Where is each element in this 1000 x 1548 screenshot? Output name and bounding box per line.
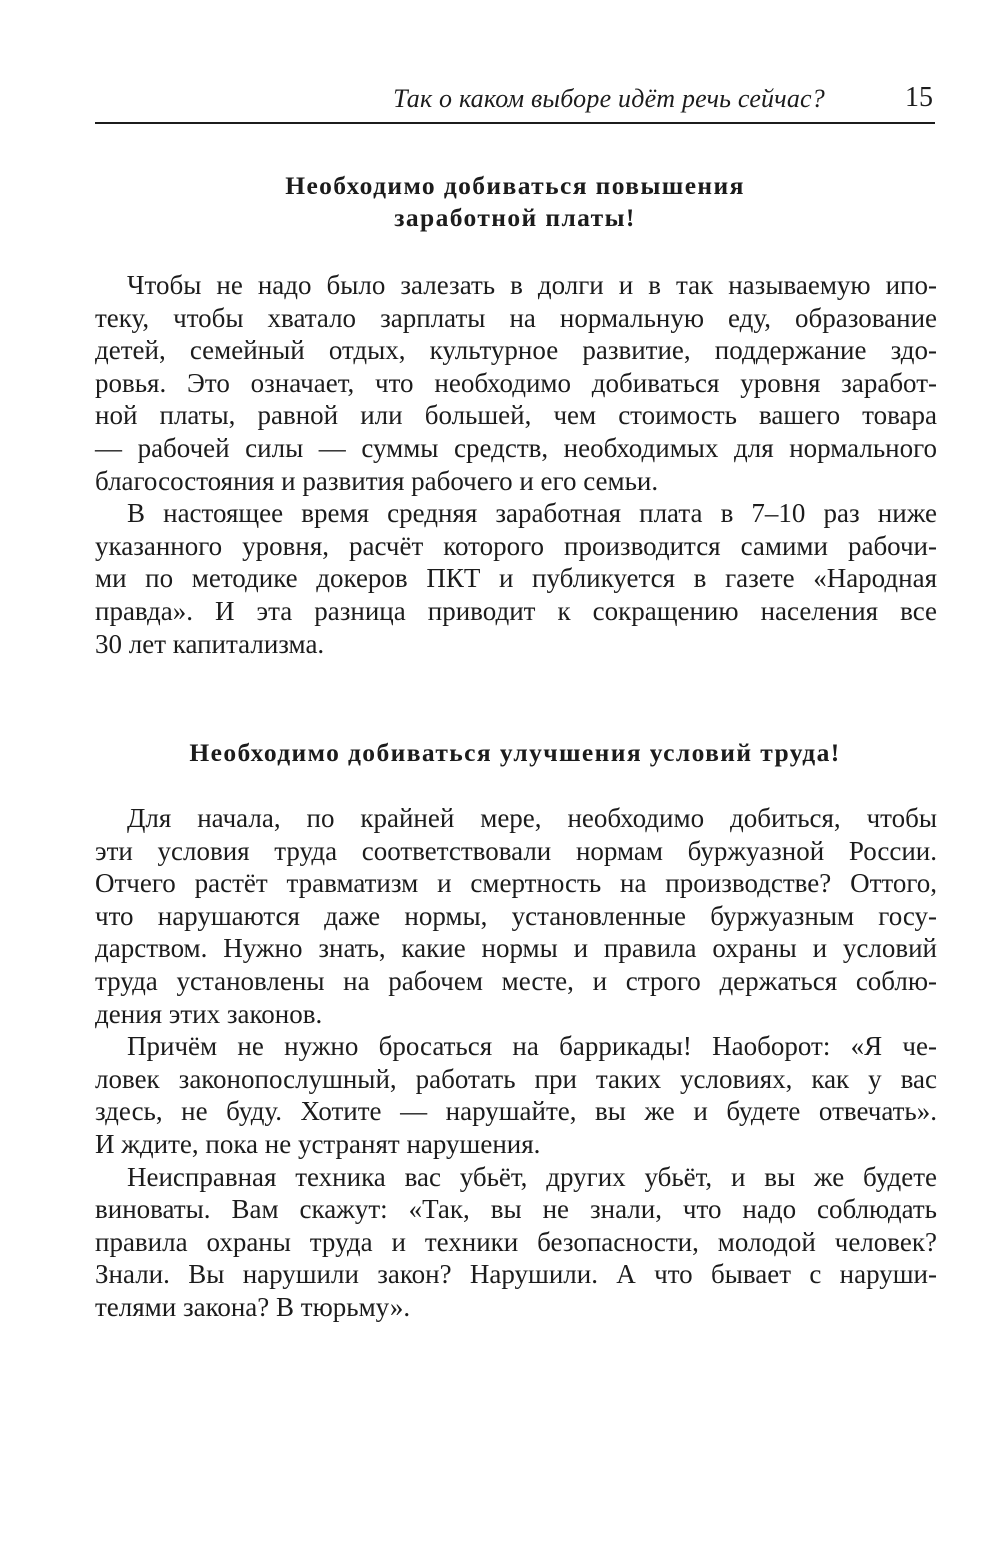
text-line: благосостояния и развития рабочего и его семьи. bbox=[95, 465, 659, 496]
text-line: Для начала, по крайней мере, необходимо добиться, чтобы bbox=[127, 803, 937, 833]
text-line: И ждите, пока не устранят нарушения. bbox=[95, 1128, 541, 1159]
text-line: труда установлены на рабочем месте, и строго держаться соблю- bbox=[95, 965, 937, 996]
section-body-conditions bbox=[95, 802, 937, 1324]
text-line: правила охраны труда и техники безопасности, молодой человек? bbox=[95, 1226, 937, 1257]
section-heading-wages bbox=[95, 170, 935, 234]
text-line: Причём не нужно бросаться на баррикады! Наоборот: «Я че- bbox=[127, 1031, 937, 1062]
text-line: указанного уровня, расчёт которого производится самими рабочи- bbox=[95, 530, 937, 561]
text-line: ровья. Это означает, что необходимо добиваться уровня заработ- bbox=[95, 367, 937, 398]
text-line: виноваты. Вам скажут: «Так, вы не знали, что надо соблюдать bbox=[95, 1194, 937, 1225]
text-line: Неисправная техника вас убьёт, других убьёт, и вы же будете bbox=[127, 1161, 937, 1192]
text-line: здесь, не буду. Хотите — нарушайте, вы же и будете отвечать». bbox=[95, 1096, 937, 1127]
text-line: 30 лет капитализма. bbox=[95, 628, 325, 659]
paragraph bbox=[95, 802, 937, 1030]
text-line: В настоящее время средняя заработная плата в 7–10 раз ниже bbox=[127, 498, 937, 529]
text-line: теку, чтобы хватало зарплаты на нормальную еду, образование bbox=[95, 302, 937, 333]
text-line: правда». И эта разница приводит к сокращению населения все bbox=[95, 595, 937, 626]
running-title: Так о каком выборе идёт речь сейчас? bbox=[393, 84, 825, 113]
text-line: ной платы, равной или большей, чем стоимость вашего товара bbox=[95, 400, 937, 431]
text-line: Чтобы не надо было залезать в долги и в так называемую ипо- bbox=[127, 270, 937, 300]
text-line: детей, семейный отдых, культурное развитие, поддержание здо- bbox=[95, 335, 937, 366]
paragraph bbox=[95, 1161, 937, 1324]
text-line: эти условия труда соответствовали нормам буржуазной России. bbox=[95, 835, 937, 866]
text-line: ловек законопослушный, работать при таких условиях, как у вас bbox=[95, 1063, 937, 1094]
paragraph bbox=[95, 1030, 937, 1160]
paragraph bbox=[95, 269, 937, 497]
section-heading-line: Необходимо добиваться улучшения условий труда! bbox=[189, 738, 841, 767]
text-line: Отчего растёт травматизм и смертность на производстве? Оттого, bbox=[95, 868, 937, 899]
text-line: Знали. Вы нарушили закон? Нарушили. А что бывает с наруши- bbox=[95, 1259, 937, 1290]
text-line: дарством. Нужно знать, какие нормы и правила охраны и условий bbox=[95, 933, 937, 964]
running-header bbox=[95, 78, 935, 124]
paragraph bbox=[95, 497, 937, 660]
text-line: что нарушаются даже нормы, установленные буржуазным госу- bbox=[95, 900, 937, 931]
section-heading-line: заработной платы! bbox=[394, 203, 636, 232]
section-heading-line: Необходимо добиваться повышения bbox=[285, 171, 745, 200]
text-line: дения этих законов. bbox=[95, 998, 323, 1029]
section-heading-conditions bbox=[95, 737, 935, 769]
text-line: телями закона? В тюрьму». bbox=[95, 1291, 411, 1322]
text-line: ми по методике докеров ПКТ и публикуется в газете «Народная bbox=[95, 563, 937, 594]
section-body-wages bbox=[95, 269, 937, 660]
page-number: 15 bbox=[905, 82, 933, 113]
text-line: — рабочей силы — суммы средств, необходимых для нормального bbox=[95, 432, 937, 463]
